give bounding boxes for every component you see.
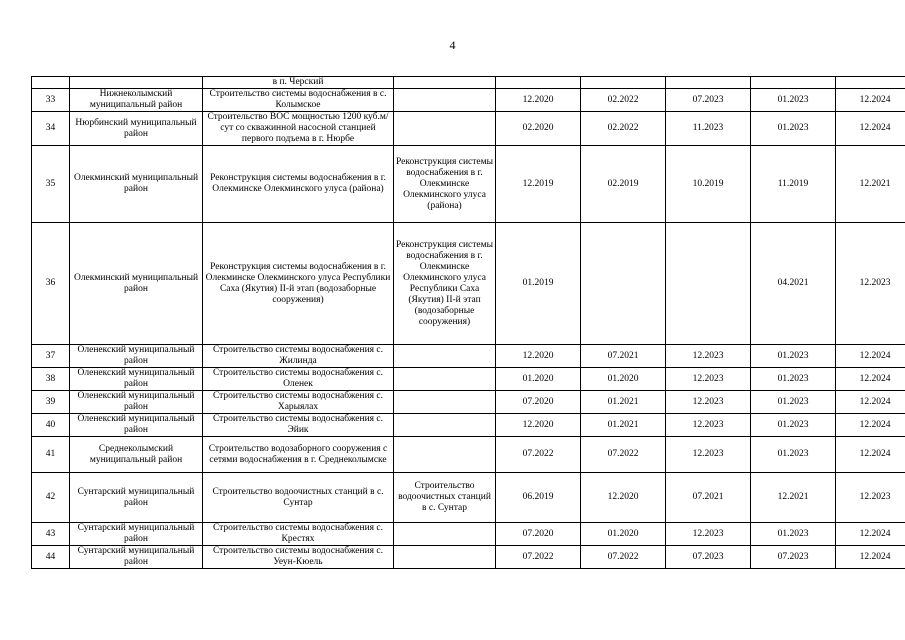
cell-date-5: 12.2024 <box>836 89 905 112</box>
cell-date-2: 02.2022 <box>581 89 666 112</box>
cell-date-2: 12.2020 <box>581 473 666 523</box>
cell-num: 34 <box>32 112 70 146</box>
cell-num: 42 <box>32 473 70 523</box>
cell-num: 33 <box>32 89 70 112</box>
cell-date-5: 12.2024 <box>836 546 905 569</box>
cell-date-1: 12.2020 <box>496 89 581 112</box>
cell-date-5 <box>836 77 905 89</box>
cell-date-4: 01.2023 <box>751 437 836 473</box>
cell-date-4: 01.2023 <box>751 523 836 546</box>
cell-extra <box>394 437 496 473</box>
table-row <box>32 546 905 569</box>
cell-extra <box>394 546 496 569</box>
cell-date-3: 07.2023 <box>666 546 751 569</box>
cell-date-5: 12.2023 <box>836 223 905 345</box>
cell-extra <box>394 523 496 546</box>
table-row <box>32 437 905 473</box>
cell-district: Среднеколымский муниципальный район <box>70 437 203 473</box>
cell-date-1: 12.2019 <box>496 146 581 223</box>
cell-date-4: 11.2019 <box>751 146 836 223</box>
cell-date-2: 07.2022 <box>581 546 666 569</box>
cell-date-4 <box>751 77 836 89</box>
table-row <box>32 414 905 437</box>
cell-date-3 <box>666 77 751 89</box>
cell-date-4: 07.2023 <box>751 546 836 569</box>
cell-district: Сунтарский муниципальный район <box>70 523 203 546</box>
cell-date-3: 12.2023 <box>666 414 751 437</box>
cell-date-5: 12.2024 <box>836 523 905 546</box>
table-row <box>32 473 905 523</box>
cell-object: Реконструкция системы водоснабжения в г. Олекминске Олекминского улуса (района) <box>203 146 394 223</box>
cell-date-5: 12.2024 <box>836 414 905 437</box>
cell-extra <box>394 391 496 414</box>
cell-date-3: 12.2023 <box>666 368 751 391</box>
cell-district: Оленекский муниципальный район <box>70 368 203 391</box>
cell-date-5: 12.2024 <box>836 368 905 391</box>
cell-num: 40 <box>32 414 70 437</box>
cell-date-1: 12.2020 <box>496 345 581 368</box>
cell-date-5: 12.2024 <box>836 345 905 368</box>
cell-num <box>32 77 70 89</box>
cell-date-2: 01.2021 <box>581 391 666 414</box>
cell-extra: Реконструкция системы водоснабжения в г. Олекминске Олекминского улуса Республики Саха (Якутия) II-й этап (водозаборные сооружения) <box>394 223 496 345</box>
cell-num: 41 <box>32 437 70 473</box>
cell-object: Строительство водоочистных станций в с. Сунтар <box>203 473 394 523</box>
cell-num: 39 <box>32 391 70 414</box>
cell-date-5: 12.2024 <box>836 391 905 414</box>
cell-date-2: 01.2020 <box>581 368 666 391</box>
cell-date-3 <box>666 223 751 345</box>
cell-date-4: 01.2023 <box>751 414 836 437</box>
table-row <box>32 345 905 368</box>
cell-num: 43 <box>32 523 70 546</box>
cell-date-3: 12.2023 <box>666 437 751 473</box>
cell-object: Реконструкция системы водоснабжения в г. Олекминске Олекминского улуса Республики Саха (Якутия) II-й этап (водозаборные сооружения) <box>203 223 394 345</box>
cell-num: 36 <box>32 223 70 345</box>
page-number: 4 <box>449 38 456 52</box>
cell-date-5: 12.2023 <box>836 473 905 523</box>
cell-date-2 <box>581 77 666 89</box>
cell-date-3: 10.2019 <box>666 146 751 223</box>
cell-date-1: 01.2020 <box>496 368 581 391</box>
table-row-continued <box>32 77 905 89</box>
cell-date-2: 02.2022 <box>581 112 666 146</box>
cell-date-1: 02.2020 <box>496 112 581 146</box>
cell-date-2: 07.2022 <box>581 437 666 473</box>
cell-num: 37 <box>32 345 70 368</box>
cell-date-3: 12.2023 <box>666 391 751 414</box>
cell-date-3: 12.2023 <box>666 523 751 546</box>
cell-date-2: 01.2020 <box>581 523 666 546</box>
cell-district: Олекминский муниципальный район <box>70 223 203 345</box>
cell-object: Строительство системы водоснабжения с. Оленек <box>203 368 394 391</box>
cell-date-1: 06.2019 <box>496 473 581 523</box>
cell-date-1: 01.2019 <box>496 223 581 345</box>
cell-extra: Строительство водоочистных станций в с. Сунтар <box>394 473 496 523</box>
projects-table <box>31 76 905 569</box>
cell-extra <box>394 77 496 89</box>
cell-date-4: 04.2021 <box>751 223 836 345</box>
cell-date-4: 01.2023 <box>751 345 836 368</box>
cell-extra: Реконструкция системы водоснабжения в г. Олекминске Олекминского улуса (района) <box>394 146 496 223</box>
table-row <box>32 368 905 391</box>
table-row <box>32 89 905 112</box>
cell-num: 35 <box>32 146 70 223</box>
cell-date-1: 12.2020 <box>496 414 581 437</box>
cell-date-4: 12.2021 <box>751 473 836 523</box>
cell-district: Сунтарский муниципальный район <box>70 546 203 569</box>
cell-date-4: 01.2023 <box>751 368 836 391</box>
cell-num: 44 <box>32 546 70 569</box>
cell-date-2 <box>581 223 666 345</box>
cell-date-3: 07.2023 <box>666 89 751 112</box>
cell-district: Нюрбинский муниципальный район <box>70 112 203 146</box>
cell-date-3: 07.2021 <box>666 473 751 523</box>
cell-extra <box>394 368 496 391</box>
cell-num: 38 <box>32 368 70 391</box>
cell-date-5: 12.2024 <box>836 112 905 146</box>
cell-district: Оленекский муниципальный район <box>70 391 203 414</box>
cell-district: Сунтарский муниципальный район <box>70 473 203 523</box>
cell-object: Строительство системы водоснабжения с. Крестях <box>203 523 394 546</box>
cell-extra <box>394 345 496 368</box>
cell-date-4: 01.2023 <box>751 89 836 112</box>
table-row <box>32 391 905 414</box>
table-row <box>32 223 905 345</box>
cell-object: Строительство водозаборного сооружения с сетями водоснабжения в г. Среднеколымске <box>203 437 394 473</box>
cell-date-3: 12.2023 <box>666 345 751 368</box>
cell-district: Оленекский муниципальный район <box>70 414 203 437</box>
cell-extra <box>394 89 496 112</box>
cell-date-3: 11.2023 <box>666 112 751 146</box>
cell-date-1: 07.2022 <box>496 437 581 473</box>
cell-date-5: 12.2024 <box>836 437 905 473</box>
cell-object: Строительство системы водоснабжения с. Уеун-Кюель <box>203 546 394 569</box>
cell-extra <box>394 112 496 146</box>
table-row <box>32 523 905 546</box>
cell-object: Строительство системы водоснабжения с. Жилинда <box>203 345 394 368</box>
cell-date-2: 07.2021 <box>581 345 666 368</box>
table-row <box>32 112 905 146</box>
cell-object: Строительство ВОС мощностью 1200 куб.м/сут со скважинной насосной станцией первого подъема в г. Нюрбе <box>203 112 394 146</box>
cell-date-1: 07.2022 <box>496 546 581 569</box>
cell-district: Олекминский муниципальный район <box>70 146 203 223</box>
cell-date-4: 01.2023 <box>751 112 836 146</box>
cell-date-1: 07.2020 <box>496 523 581 546</box>
cell-district: Оленекский муниципальный район <box>70 345 203 368</box>
cell-date-4: 01.2023 <box>751 391 836 414</box>
cell-date-1 <box>496 77 581 89</box>
table-row <box>32 146 905 223</box>
cell-date-2: 01.2021 <box>581 414 666 437</box>
cell-object: Строительство системы водоснабжения с. Харыялах <box>203 391 394 414</box>
cell-object: Строительство системы водоснабжения в с. Колымское <box>203 89 394 112</box>
cell-date-2: 02.2019 <box>581 146 666 223</box>
cell-object: в п. Черский <box>203 77 394 89</box>
cell-date-5: 12.2021 <box>836 146 905 223</box>
cell-object: Строительство системы водоснабжения с. Эйик <box>203 414 394 437</box>
cell-district: Нижнеколымский муниципальный район <box>70 89 203 112</box>
cell-extra <box>394 414 496 437</box>
cell-district <box>70 77 203 89</box>
cell-date-1: 07.2020 <box>496 391 581 414</box>
